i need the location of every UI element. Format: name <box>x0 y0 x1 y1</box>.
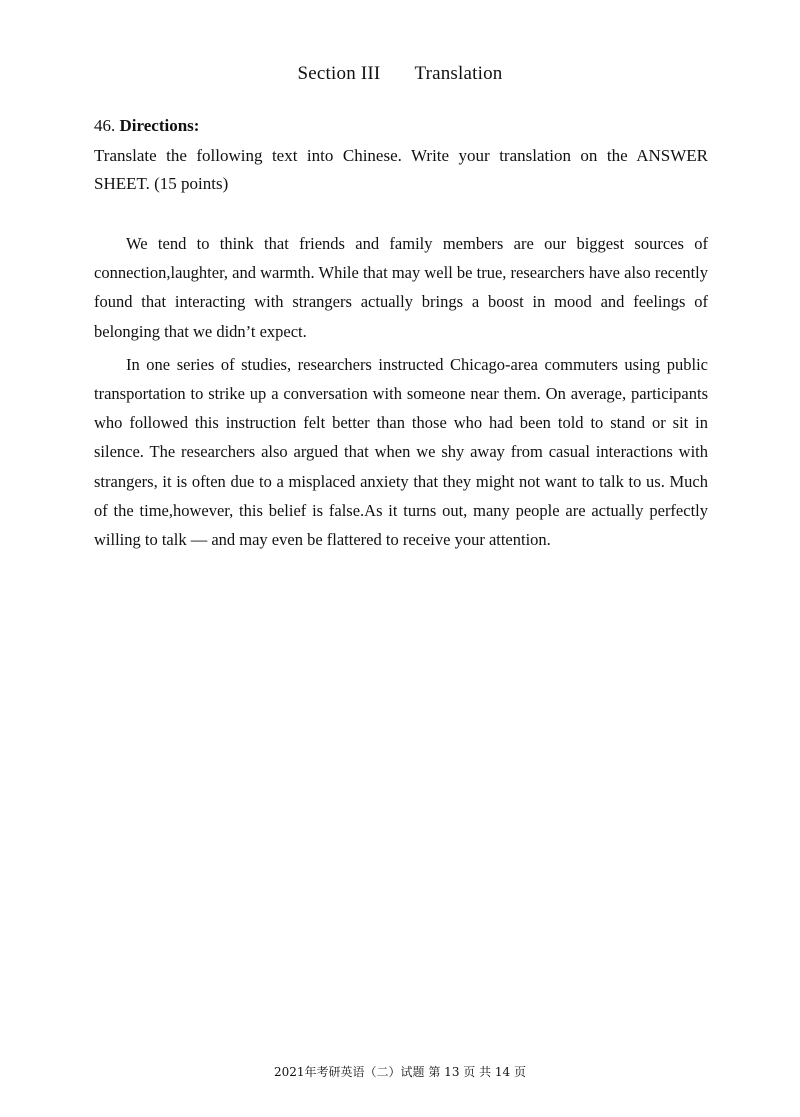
passage <box>94 229 708 558</box>
directions-label: Directions: <box>119 116 200 135</box>
page-footer: 2021年考研英语（二）试题 第 13 页 共 14 页 <box>274 1065 526 1079</box>
passage-paragraph-2: In one series of studies, researchers instructed Chicago-area commuters using public transportation to strike up a conversation with someone near them. On average, participants who followed this instruction felt better than those who had been told to stand or sit in silence. The researchers also argued that when we shy away from casual interactions with strangers, it is often due to a misplaced anxiety that they might not want to talk to us. Much of the time,however, this belief is false.As it turns out, many people are actually perfectly willing to talk — and may even be flattered to receive your attention. <box>94 354 708 550</box>
section-label: Section III <box>297 63 381 84</box>
directions-text: Translate the following text into Chinese. Write your translation on the ANSWER SHEET. (15 points) <box>94 146 708 193</box>
section-name: Translation <box>414 63 503 84</box>
passage-paragraph-1: We tend to think that friends and family members are our biggest sources of connection,laughter, and warmth. While that may well be true, researchers have also recently found that interacting with strangers actually brings a boost in mood and feelings of belonging that we didn’t expect. <box>94 234 708 341</box>
question-number: 46. <box>94 116 116 135</box>
section-heading <box>0 63 800 85</box>
question-header <box>94 116 199 136</box>
